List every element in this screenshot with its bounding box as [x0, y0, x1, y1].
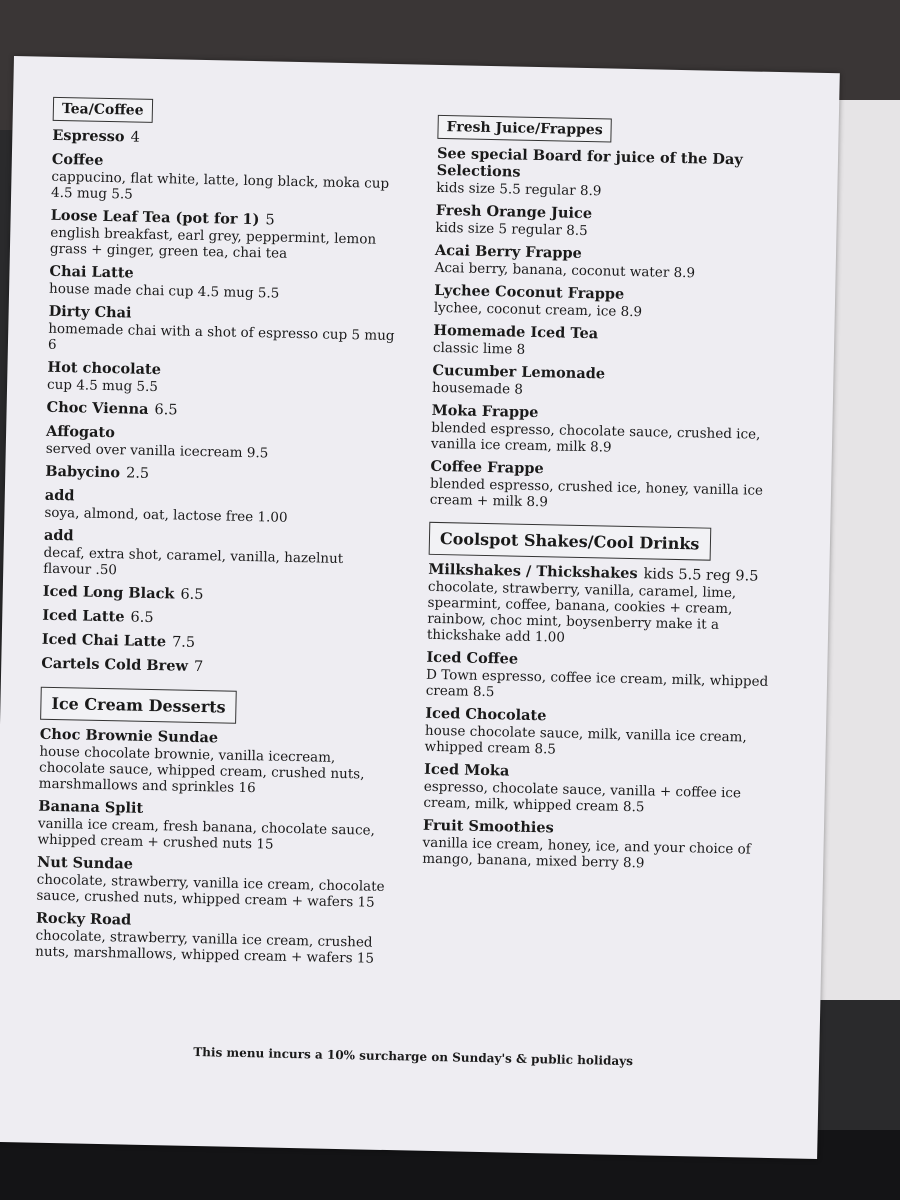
item-title: Fresh Orange Juice	[435, 201, 593, 223]
item-title: Iced Latte	[42, 606, 125, 626]
item-price: 4	[130, 129, 140, 146]
section-heading-juice: Fresh Juice/Frappes	[437, 115, 612, 143]
item-description: english breakfast, earl grey, peppermint, lemon grass + ginger, green tea, chai tea	[49, 224, 377, 262]
menu-item	[50, 207, 401, 264]
item-description: house made chai cup 4.5 mug 5.5	[48, 280, 280, 302]
item-price: 2.5	[125, 465, 150, 482]
item-title: Cartels Cold Brew	[41, 654, 189, 675]
item-name	[43, 583, 393, 608]
menu-item	[37, 798, 388, 855]
item-title: Espresso	[52, 126, 125, 146]
item-description: chocolate, strawberry, vanilla ice cream, crushed nuts, marshmallows, whipped cream + wafers 15	[35, 927, 375, 967]
menu-item	[436, 145, 787, 203]
item-title: Babycino	[45, 462, 121, 482]
item-title: Nut Sundae	[36, 853, 134, 873]
item-title: Milkshakes / Thickshakes	[428, 560, 638, 583]
menu-item	[42, 607, 392, 632]
item-price: 6.5	[130, 609, 154, 627]
menu-item	[42, 631, 392, 656]
menu-item	[424, 705, 775, 762]
section-heading-ice-cream: Ice Cream Desserts	[40, 687, 237, 724]
shakes-list	[422, 561, 778, 874]
item-price: 6.5	[154, 402, 178, 419]
menu-item	[36, 854, 387, 911]
item-name	[52, 127, 402, 152]
item-description: blended espresso, crushed ice, honey, vanilla ice cream + milk 8.9	[429, 475, 764, 511]
juice-list	[430, 145, 788, 515]
item-title: Iced Long Black	[42, 582, 175, 603]
item-title: Choc Brownie Sundae	[39, 725, 219, 747]
item-title: Cucumber Lemonade	[432, 361, 606, 383]
item-description: D Town espresso, coffee ice cream, milk, whipped cream 8.5	[425, 666, 769, 701]
item-description: cup 4.5 mug 5.5	[46, 376, 159, 396]
item-description: espresso, chocolate sauce, vanilla + coffee ice cream, milk, whipped cream 8.5	[423, 778, 742, 816]
menu-item	[52, 127, 402, 152]
item-name	[42, 631, 392, 656]
menu-item	[43, 527, 394, 584]
item-description: vanilla ice cream, fresh banana, chocolate sauce, whipped cream + crushed nuts 15	[37, 815, 376, 853]
item-title: Choc Vienna	[46, 398, 149, 418]
left-column	[35, 97, 403, 967]
item-description: decaf, extra shot, caramel, vanilla, hazelnut flavour .50	[43, 544, 344, 579]
menu-item	[432, 362, 783, 403]
item-description: kids size 5 regular 8.5	[435, 219, 588, 240]
item-description: chocolate, strawberry, vanilla ice cream, chocolate sauce, crushed nuts, whipped cream + wafers 15	[36, 871, 385, 911]
item-description: blended espresso, chocolate sauce, crushed ice, vanilla ice cream, milk 8.9	[430, 419, 761, 456]
menu-item	[434, 282, 785, 323]
item-title: Iced Chai Latte	[41, 630, 167, 651]
item-title: Iced Chocolate	[425, 704, 547, 725]
item-title: Coffee Frappe	[430, 457, 544, 478]
menu-item	[46, 399, 396, 424]
item-description: chocolate, strawberry, vanilla, caramel, lime, spearmint, coffee, banana, cookies + cream, rainbow, choc mint, boysenberry make it a thickshake add 1.00	[426, 578, 737, 646]
menu-item	[51, 151, 402, 208]
item-title: add	[43, 526, 74, 545]
menu-item	[431, 402, 782, 459]
item-description: house chocolate sauce, milk, vanilla ice cream, whipped cream 8.5	[424, 722, 747, 758]
item-description: housemade 8	[431, 379, 524, 398]
item-title: Rocky Road	[35, 909, 132, 929]
item-description: cappucino, flat white, latte, long black, moka cup 4.5 mug 5.5	[50, 168, 390, 203]
item-title: Moka Frappe	[431, 401, 539, 422]
item-title: Lychee Coconut Frappe	[434, 281, 625, 303]
menu-item	[435, 202, 786, 243]
menu-item	[47, 359, 398, 400]
menu-item	[48, 303, 399, 360]
ice-cream-list	[35, 726, 390, 967]
item-price: 7	[193, 658, 204, 676]
item-title: Dirty Chai	[48, 302, 132, 322]
menu-item	[427, 561, 779, 650]
menu-item	[39, 726, 390, 799]
section-heading-tea-coffee: Tea/Coffee	[53, 97, 153, 123]
menu-item	[433, 322, 784, 363]
item-description: homemade chai with a shot of espresso cup 5 mug 6	[47, 320, 395, 353]
item-price: 6.5	[180, 586, 204, 604]
tea-coffee-list	[41, 127, 402, 680]
menu-item	[44, 487, 395, 528]
item-name	[46, 399, 396, 424]
item-title: Iced Coffee	[426, 648, 519, 668]
menu-item	[43, 583, 393, 608]
section-heading-shakes: Coolspot Shakes/Cool Drinks	[429, 522, 711, 561]
menu-item	[46, 423, 397, 464]
item-name	[42, 607, 392, 632]
surcharge-note: This menu incurs a 10% surcharge on Sunday's & public holidays	[193, 1044, 634, 1069]
item-title: add	[44, 486, 75, 505]
item-title: Affogato	[45, 422, 116, 442]
item-title: Chai Latte	[49, 262, 134, 282]
item-price: 5	[265, 212, 275, 229]
item-title: Hot chocolate	[47, 358, 162, 379]
menu-item	[422, 817, 773, 874]
item-title: Coffee	[51, 150, 104, 169]
menu-item	[49, 263, 400, 304]
item-price: 7.5	[171, 634, 196, 651]
item-description: classic lime 8	[432, 339, 526, 358]
item-description: kids size 5.5 regular 8.9	[436, 179, 602, 200]
item-title: Iced Moka	[423, 760, 510, 780]
item-title: Fruit Smoothies	[422, 816, 554, 837]
item-title: Banana Split	[38, 797, 144, 817]
item-price: kids 5.5 reg 9.5	[643, 566, 759, 585]
item-title: Acai Berry Frappe	[434, 241, 583, 262]
item-title: See special Board for juice of the Day Selections	[436, 144, 743, 181]
item-description: vanilla ice cream, honey, ice, and your choice of mango, banana, mixed berry 8.9	[422, 834, 751, 872]
menu-item	[426, 649, 777, 706]
menu-item	[45, 463, 395, 488]
item-title: Loose Leaf Tea (pot for 1)	[50, 206, 260, 229]
menu-item	[423, 761, 774, 818]
item-description: lychee, coconut cream, ice 8.9	[433, 299, 643, 321]
right-column	[422, 115, 788, 874]
menu-page	[0, 56, 840, 1159]
item-name	[45, 463, 395, 488]
item-description: Acai berry, banana, coconut water 8.9	[434, 259, 696, 282]
item-description: house chocolate brownie, vanilla icecream, chocolate sauce, whipped cream, crushed nuts, marshmallows and sprinkles 16	[38, 743, 365, 797]
item-description: soya, almond, oat, lactose free 1.00	[44, 504, 288, 526]
menu-item	[434, 242, 785, 283]
menu-item	[430, 458, 781, 515]
item-title: Homemade Iced Tea	[433, 321, 599, 343]
item-description: served over vanilla icecream 9.5	[45, 440, 269, 462]
menu-item	[35, 910, 386, 967]
